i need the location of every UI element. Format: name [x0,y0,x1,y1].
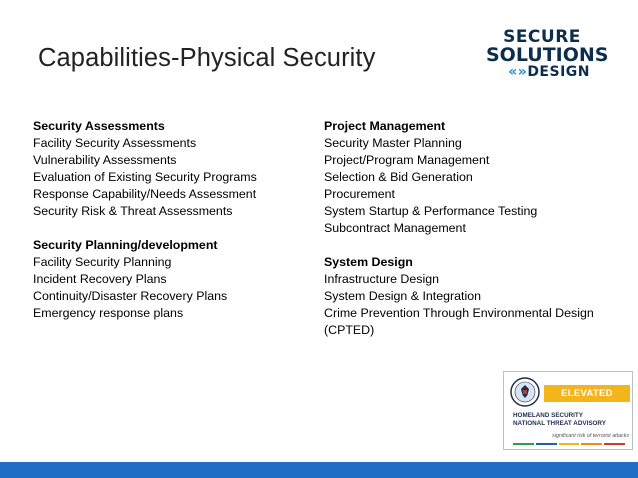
list-item: Subcontract Management [324,221,466,235]
logo-line-3-text: DESIGN [527,64,590,80]
logo-line-1: SECURE [503,27,581,47]
list-item: Procurement [324,187,395,201]
section-heading: Security Assessments [33,119,165,133]
list-item: Infrastructure Design [324,272,440,286]
dhs-seal-icon [510,377,540,407]
list-item: Crime Prevention Through Environmental Design (CPTED) [324,306,594,337]
list-item: Continuity/Disaster Recovery Plans [33,289,228,303]
logo-line-3 [486,65,598,79]
left-column [33,118,303,322]
list-item: Vulnerability Assessments [33,153,177,167]
list-item: Security Risk & Threat Assessments [33,204,233,218]
company-logo [486,27,609,80]
threat-bar-guarded [536,443,557,445]
logo-line-2: SOLUTIONS [486,44,609,66]
slide-title: Capabilities-Physical Security [38,44,376,72]
section-heading: Project Management [324,119,446,133]
list-item: Emergency response plans [33,306,184,320]
advisory-org-line-2: NATIONAL THREAT ADVISORY [513,420,606,427]
list-item: Security Master Planning [324,136,462,150]
threat-advisory-badge [503,371,633,450]
list-item: System Startup & Performance Testing [324,204,538,218]
right-column [324,118,594,339]
advisory-description: significant risk of terrorist attacks [552,433,629,439]
advisory-org [513,412,606,428]
list-item: Incident Recovery Plans [33,272,167,286]
threat-bar-elevated [559,443,580,445]
list-item: Project/Program Management [324,153,490,167]
section-heading: System Design [324,255,413,269]
threat-bar-high [581,443,602,445]
advisory-org-line-1: HOMELAND SECURITY [513,412,583,419]
threat-bar-low [513,443,534,445]
list-item: Selection & Bid Generation [324,170,473,184]
list-item: System Design & Integration [324,289,482,303]
threat-level-label: ELEVATED [544,385,630,402]
list-item: Response Capability/Needs Assessment [33,187,257,201]
list-item: Evaluation of Existing Security Programs [33,170,257,184]
threat-level-bars [513,443,627,446]
section-heading: Security Planning/development [33,238,218,252]
logo-mark-icon: «» [508,64,528,80]
footer-bar [0,462,638,478]
list-item: Facility Security Planning [33,255,172,269]
threat-bar-severe [604,443,625,445]
list-item: Facility Security Assessments [33,136,197,150]
